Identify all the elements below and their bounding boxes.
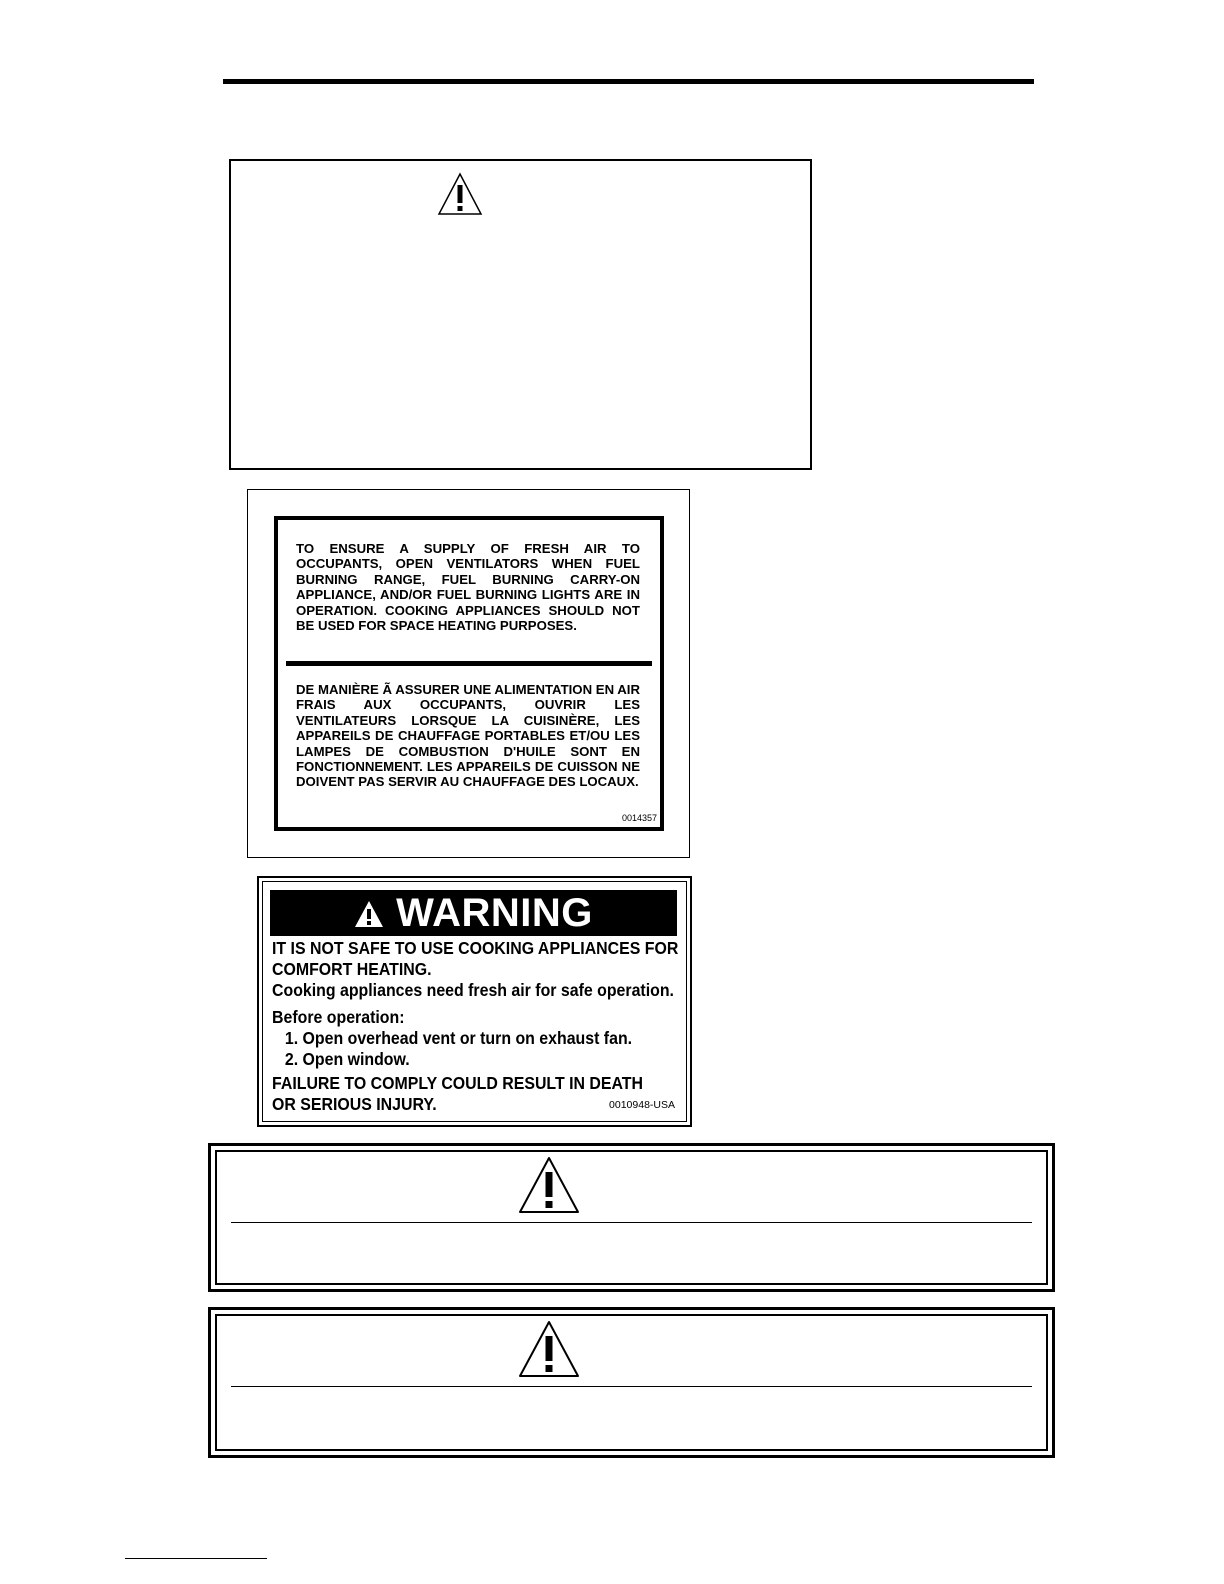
warning-label: [257, 876, 692, 1127]
label-code: 0014357: [621, 813, 657, 823]
caution-notice-box: [208, 1143, 1055, 1292]
caution-notice-box: [208, 1307, 1055, 1458]
warning-before-heading: Before operation:: [272, 1007, 405, 1027]
warning-label-code: 0010948-USA: [609, 1099, 675, 1111]
label-frame: [274, 516, 664, 831]
label-french-text: DE MANIÈRE Ã ASSURER UNE ALIMENTATION EN AIR FRAIS AUX OCCUPANTS, OUVRIR LES VENTILATEURS LORSQUE LA CUISINÈRE, LES APPAREILS DE CHAUFFAGE PORTABLES ET/OU LES LAMPES DE COMBUSTION D'HUILE SONT EN FONCTIONNEMENT. LES APPAREILS DE CUISSON NE DOIVENT PAS SERVIR AU CHAUFFAGE DES LOCAUX.: [296, 682, 640, 790]
warning-line-1: IT IS NOT SAFE TO USE COOKING APPLIANCES FOR: [272, 938, 679, 958]
header-rule: [223, 79, 1034, 84]
footnote-rule: [125, 1558, 267, 1559]
warning-failure-2: OR SERIOUS INJURY.: [272, 1094, 437, 1114]
warning-step-2: 2. Open window.: [284, 1049, 410, 1069]
safety-notice-box: [229, 159, 812, 470]
warning-line-3: Cooking appliances need fresh air for safe operation.: [272, 980, 674, 1000]
warning-failure-1: FAILURE TO COMPLY COULD RESULT IN DEATH: [272, 1073, 643, 1093]
warning-step-1: 1. Open overhead vent or turn on exhaust fan.: [284, 1028, 633, 1048]
caution-triangle-icon: [437, 172, 483, 216]
notice-divider: [231, 1386, 1032, 1387]
warning-body: [272, 938, 679, 1115]
caution-triangle-icon: [517, 1155, 581, 1215]
warning-line-2: COMFORT HEATING.: [272, 959, 432, 979]
warning-triangle-icon: [354, 900, 384, 928]
label-english-text: TO ENSURE A SUPPLY OF FRESH AIR TO OCCUPANTS, OPEN VENTILATORS WHEN FUEL BURNING RANGE, FUEL BURNING CARRY-ON APPLIANCE, AND/OR FUEL BURNING LIGHTS ARE IN OPERATION. COOKING APPLIANCES SHOULD NOT BE USED FOR SPACE HEATING PURPOSES.: [296, 541, 640, 634]
notice-divider: [231, 1222, 1032, 1223]
warning-header-bar: [270, 890, 677, 936]
caution-triangle-icon: [517, 1319, 581, 1379]
label-divider: [286, 661, 652, 666]
warning-title: WARNING: [396, 890, 593, 935]
ventilation-label-bilingual: [247, 489, 690, 858]
